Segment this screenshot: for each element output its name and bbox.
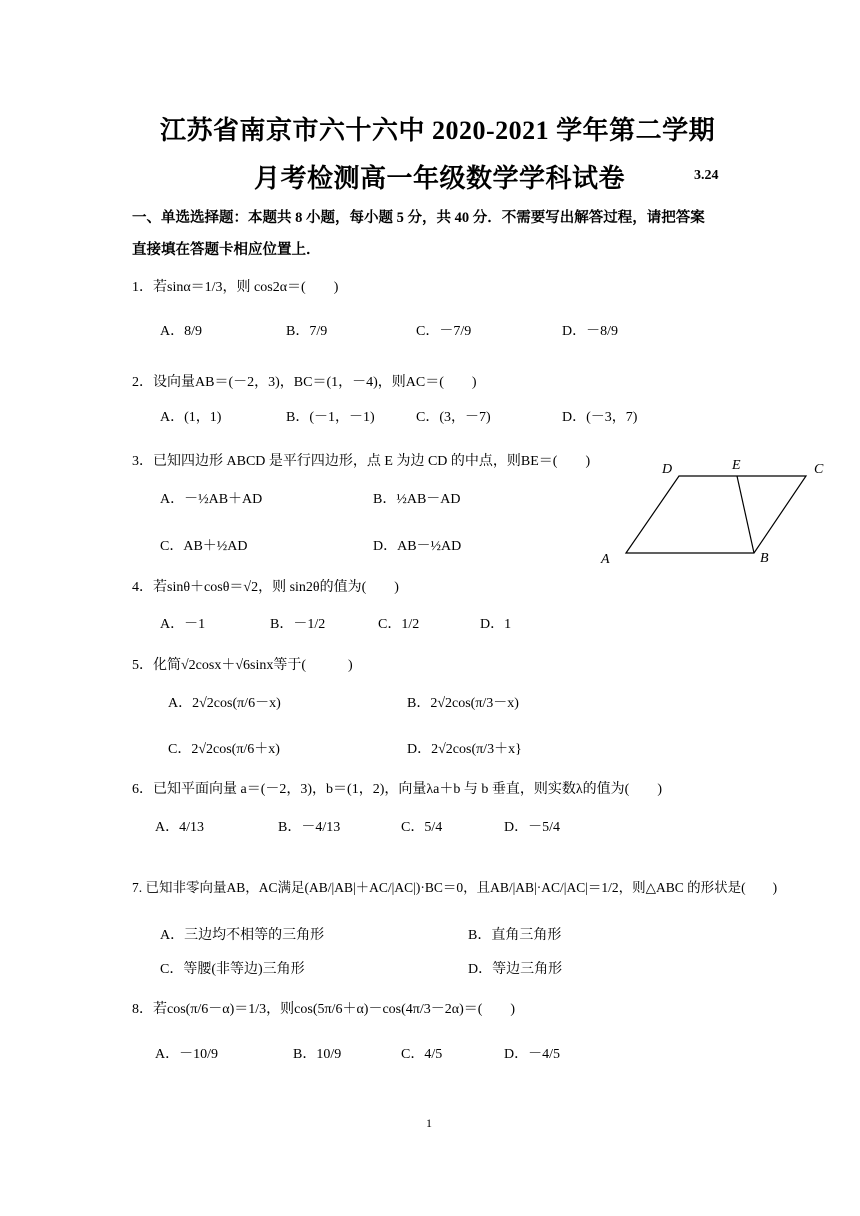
label-c: C — [814, 462, 824, 477]
label-e: E — [732, 458, 741, 473]
question-3-option-b: B．½AB－AD — [373, 492, 461, 507]
question-3-stem: 3．已知四边形 ABCD 是平行四边形，点 E 为边 CD 的中点，则BE＝( ) — [132, 454, 591, 469]
question-1-option-a: A．8/9 — [160, 324, 202, 339]
parallelogram-figure — [596, 452, 836, 572]
question-3-option-a: A．－½AB＋AD — [160, 492, 263, 507]
question-5-option-a: A．2√2cos(π/6－x) — [168, 696, 281, 711]
question-4-option-d: D．1 — [480, 617, 512, 632]
question-3-option-c: C．AB＋½AD — [160, 539, 248, 554]
exam-date: 3.24 — [694, 168, 719, 183]
question-3-option-d: D．AB－½AD — [373, 539, 462, 554]
question-8-option-c: C．4/5 — [401, 1047, 443, 1062]
question-5-option-c: C．2√2cos(π/6＋x) — [168, 742, 280, 757]
section-instruction-line2: 直接填在答题卡相应位置上． — [132, 242, 321, 258]
question-6-option-c: C．5/4 — [401, 820, 443, 835]
segment-be — [737, 476, 754, 553]
question-5-option-d: D．2√2cos(π/3＋x} — [407, 742, 522, 757]
parallelogram-abcd — [626, 476, 806, 553]
exam-title-line1: 江苏省南京市六十六中 2020-2021 学年第二学期 — [160, 116, 716, 145]
question-8-option-a: A．－10/9 — [155, 1047, 218, 1062]
question-7-option-b: B．直角三角形 — [468, 928, 562, 943]
question-6-stem: 6．已知平面向量 a＝(－2，3)，b＝(1，2)，向量λa＋b 与 b 垂直，则实数λ的值为( ) — [132, 782, 662, 797]
page-number: 1 — [426, 1116, 432, 1130]
question-8-option-b: B．10/9 — [293, 1047, 342, 1062]
question-2-stem: 2．设向量AB＝(－2，3)，BC＝(1，－4)，则AC＝( ) — [132, 375, 477, 390]
question-5-stem: 5．化简√2cosx＋√6sinx等于( ) — [132, 658, 353, 673]
question-4-option-b: B．－1/2 — [270, 617, 326, 632]
question-6-option-a: A．4/13 — [155, 820, 204, 835]
exam-title-line2: 月考检测高一年级数学学科试卷 — [254, 164, 626, 193]
question-8-option-d: D．－4/5 — [504, 1047, 560, 1062]
section-instruction-line1: 一、单选选择题：本题共 8 小题，每小题 5 分，共 40 分．不需要写出解答过程，请把答案 — [132, 210, 705, 226]
question-6-option-d: D．－5/4 — [504, 820, 560, 835]
label-b: B — [760, 551, 769, 566]
question-8-stem: 8．若cos(π/6－α)＝1/3，则cos(5π/6＋α)－cos(4π/3－2α)＝( ) — [132, 1002, 516, 1017]
question-4-option-c: C．1/2 — [378, 617, 420, 632]
question-1-option-b: B．7/9 — [286, 324, 328, 339]
question-1-stem: 1．若sinα＝1/3，则 cos2α＝( ) — [132, 280, 339, 295]
question-4-stem: 4．若sinθ＋cosθ＝√2，则 sin2θ的值为( ) — [132, 580, 399, 595]
label-a: A — [601, 552, 610, 567]
question-7-option-a: A．三边均不相等的三角形 — [160, 928, 325, 943]
question-1-option-c: C．－7/9 — [416, 324, 472, 339]
question-7-option-d: D．等边三角形 — [468, 962, 563, 977]
question-2-option-c: C．(3，－7) — [416, 410, 491, 425]
question-7-stem: 7. 已知非零向量AB，AC满足(AB/|AB|＋AC/|AC|)·BC＝0，且AB/|AB|·AC/|AC|＝1/2，则△ABC 的形状是( ) — [132, 880, 778, 895]
question-2-option-a: A．(1，1) — [160, 410, 222, 425]
question-6-option-b: B．－4/13 — [278, 820, 341, 835]
label-d: D — [662, 462, 673, 477]
question-2-option-b: B．(－1，－1) — [286, 410, 375, 425]
question-1-option-d: D．－8/9 — [562, 324, 618, 339]
question-2-option-d: D．(－3，7) — [562, 410, 638, 425]
question-7-option-c: C．等腰(非等边)三角形 — [160, 962, 305, 977]
question-5-option-b: B．2√2cos(π/3－x) — [407, 696, 519, 711]
question-4-option-a: A．－1 — [160, 617, 206, 632]
